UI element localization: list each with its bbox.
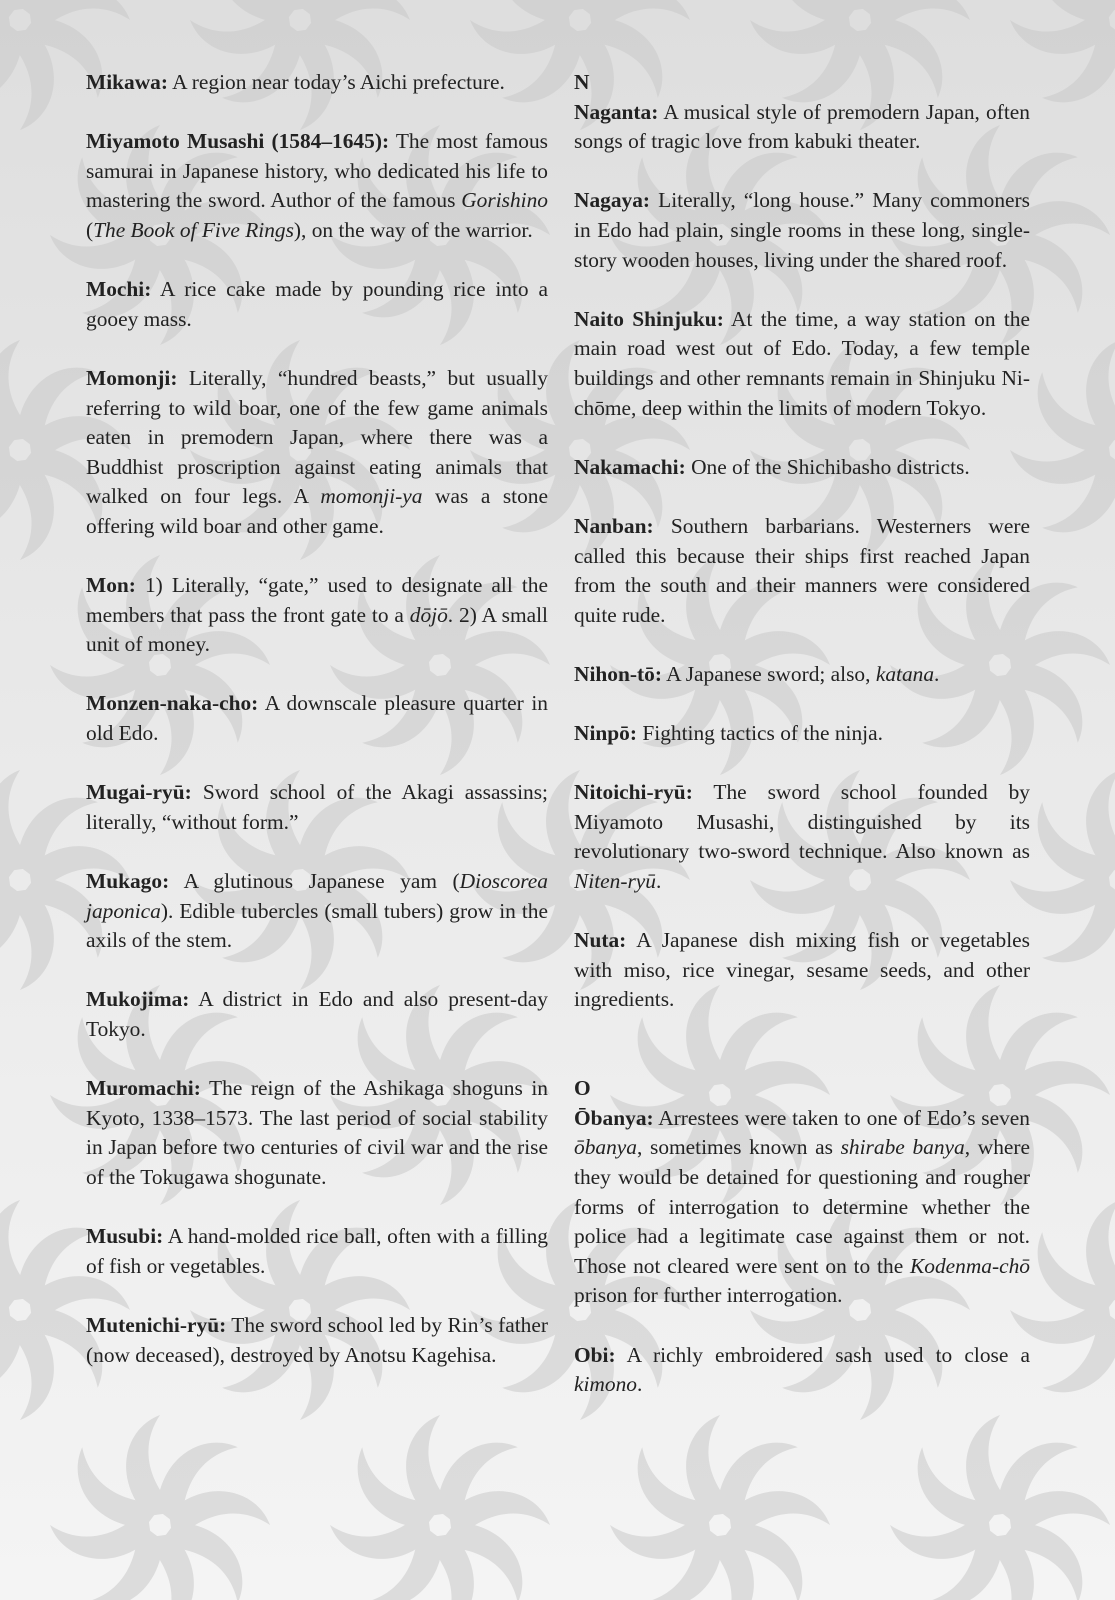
glossary-entry — [86, 1074, 548, 1192]
glossary-entry — [574, 719, 1030, 749]
glossary-term: Ninpō: — [574, 721, 638, 746]
definition-text: The sword school led by Rin’s father (now deceased), destroyed by Anotsu Kagehisa. — [86, 1312, 548, 1367]
glossary-term: Nihon-tō: — [574, 661, 662, 686]
glossary-term: Ōbanya: — [574, 1105, 654, 1130]
definition-text: Literally, “long house.” Many commoners in Edo had plain, single rooms in these long, single-story wooden houses, living under the shared roof. — [574, 188, 1030, 272]
italic-term: Gorishino — [461, 188, 548, 213]
glossary-term: Mikawa: — [86, 70, 168, 94]
definition-text: A hand-molded rice ball, often with a filling of fish or vegetables. — [86, 1224, 548, 1278]
definition-text: ), on the way of the warrior. — [293, 217, 533, 242]
glossary-term: Mukojima: — [86, 987, 190, 1012]
glossary-entry — [574, 1341, 1030, 1400]
italic-term: shirabe banya — [840, 1135, 965, 1160]
italic-term: katana — [875, 661, 935, 686]
glossary-term: Nitoichi-ryū: — [574, 780, 693, 805]
definition-text: prison for further interrogation. — [574, 1283, 843, 1308]
glossary-entry — [574, 98, 1030, 157]
glossary-term: Naito Shinjuku: — [574, 306, 724, 331]
glossary-term: Obi: — [574, 1342, 616, 1367]
glossary-term: Muromachi: — [86, 1076, 201, 1101]
definition-text: The most famous samurai in Japanese history, who dedicated his life to mastering the sword. Author of the famous — [86, 129, 548, 213]
definition-text: ). Edible tubercles (small tubers) grow in the axils of the stem. — [86, 898, 548, 953]
definition-text: was a stone offering wild boar and other game. — [86, 484, 548, 538]
glossary-right-column — [574, 68, 1030, 1429]
definition-text: Southern barbarians. Westerners were called this because their ships first reached Japan from the south and their manners were considered quite rude. — [574, 513, 1030, 627]
swirl-motif — [610, 1415, 830, 1600]
italic-term: Niten-ryū — [574, 869, 656, 894]
section-spacer — [574, 1045, 1030, 1075]
italic-term: Dioscorea japonica — [86, 869, 548, 923]
definition-text: , where they would be detained for questioning and rougher forms of interrogation to determine whether the police had a legitimate case against them or not. Those not cleared were sent on to the — [574, 1135, 1031, 1278]
definition-text: , sometimes known as — [636, 1135, 841, 1160]
definition-text: A district in Edo and also present-day Tokyo. — [86, 987, 548, 1041]
glossary-term: Monzen-naka-cho: — [86, 691, 259, 716]
definition-text: A downscale pleasure quarter in old Edo. — [86, 691, 548, 746]
glossary-entry — [574, 453, 1030, 483]
glossary-term: Nakamachi: — [574, 454, 686, 479]
glossary-entry — [574, 1104, 1030, 1311]
glossary-entry — [574, 305, 1030, 423]
section-letter-heading: O — [574, 1076, 591, 1101]
glossary-entry — [86, 68, 548, 98]
definition-text: At the time, a way station on the main road west out of Edo. Today, a few temple buildings and other remnants remain in Shinjuku Ni-chōme, deep within the limits of modern Tokyo. — [574, 306, 1030, 420]
definition-text: A Japanese dish mixing fish or vegetables with miso, rice vinegar, sesame seeds, and other ingredients. — [574, 928, 1030, 1012]
definition-text: A richly embroidered sash used to close a — [615, 1342, 1030, 1367]
glossary-entry — [86, 1222, 548, 1281]
glossary-entry — [86, 867, 548, 956]
glossary-entry — [574, 186, 1030, 275]
glossary-term: Musubi: — [86, 1224, 164, 1249]
glossary-entry — [86, 364, 548, 542]
swirl-motif — [890, 1415, 1110, 1600]
glossary-term: Mukago: — [86, 869, 170, 894]
glossary-entry — [86, 127, 548, 245]
definition-text: 1) Literally, “gate,” used to designate all the members that pass the front gate to a — [86, 573, 548, 627]
glossary-entry — [86, 275, 548, 334]
glossary-term: Nanban: — [574, 513, 654, 538]
glossary-term: Momonji: — [86, 365, 178, 390]
definition-text: Literally, “hundred beasts,” but usually referring to wild boar, one of the few game animals eaten in premodern Japan, where there was a Buddhist proscription against eating animals that walked on four legs. A — [86, 365, 548, 509]
definition-text: Arrestees were taken to one of Edo’s seven — [653, 1105, 1030, 1130]
glossary-term: Miyamoto Musashi (1584–1645): — [86, 129, 390, 154]
definition-text: The reign of the Ashikaga shoguns in Kyoto, 1338–1573. The last period of social stability in Japan before two centuries of civil war and the rise of the Tokugawa shogunate. — [86, 1076, 548, 1189]
glossary-term: Naganta: — [574, 99, 659, 124]
definition-text: A musical style of premodern Japan, often songs of tragic love from kabuki theater. — [574, 99, 1030, 154]
glossary-entry — [574, 660, 1030, 690]
glossary-term: Mon: — [86, 573, 136, 598]
definition-text: Sword school of the Akagi assassins; literally, “without form.” — [86, 780, 548, 834]
definition-text: ( — [86, 217, 94, 242]
italic-term: Kodenma-chō — [910, 1253, 1030, 1278]
italic-term: ōbanya — [574, 1135, 637, 1160]
italic-term: dōjō — [409, 602, 448, 627]
glossary-entry — [86, 985, 548, 1044]
glossary-term: Nuta: — [574, 928, 627, 953]
definition-text: The sword school founded by Miyamoto Musashi, distinguished by its revolutionary two-sword technique. Also known as — [574, 780, 1030, 864]
glossary-left-column — [86, 68, 548, 1400]
definition-text: A glutinous Japanese yam ( — [169, 869, 460, 894]
definition-text: A region near today’s Aichi prefecture. — [168, 70, 505, 94]
swirl-motif — [50, 1415, 270, 1600]
definition-text: . — [655, 869, 662, 894]
section-letter-heading: N — [574, 70, 590, 94]
italic-term: momonji-ya — [320, 484, 423, 509]
glossary-term: Mutenichi-ryū: — [86, 1312, 227, 1337]
glossary-entry — [86, 571, 548, 660]
definition-text: . — [934, 661, 940, 686]
definition-text: A Japanese sword; also, — [661, 661, 876, 686]
swirl-motif — [330, 1415, 550, 1600]
definition-text: . 2) A small unit of money. — [86, 602, 549, 657]
italic-term: kimono — [574, 1372, 637, 1397]
definition-text: . — [636, 1372, 643, 1397]
glossary-term: Mochi: — [86, 277, 152, 302]
definition-text: One of the Shichibasho districts. — [685, 454, 970, 479]
glossary-entry — [86, 689, 548, 748]
glossary-term: Nagaya: — [574, 188, 651, 213]
glossary-entry — [86, 1311, 548, 1370]
glossary-entry — [574, 926, 1030, 1015]
glossary-entry — [574, 778, 1030, 896]
italic-term: The Book of Five Rings — [93, 217, 294, 242]
definition-text: A rice cake made by pounding rice into a gooey mass. — [86, 277, 548, 331]
glossary-term: Mugai-ryū: — [86, 780, 192, 805]
glossary-entry — [86, 778, 548, 837]
glossary-entry — [574, 512, 1030, 630]
definition-text: Fighting tactics of the ninja. — [637, 721, 883, 746]
